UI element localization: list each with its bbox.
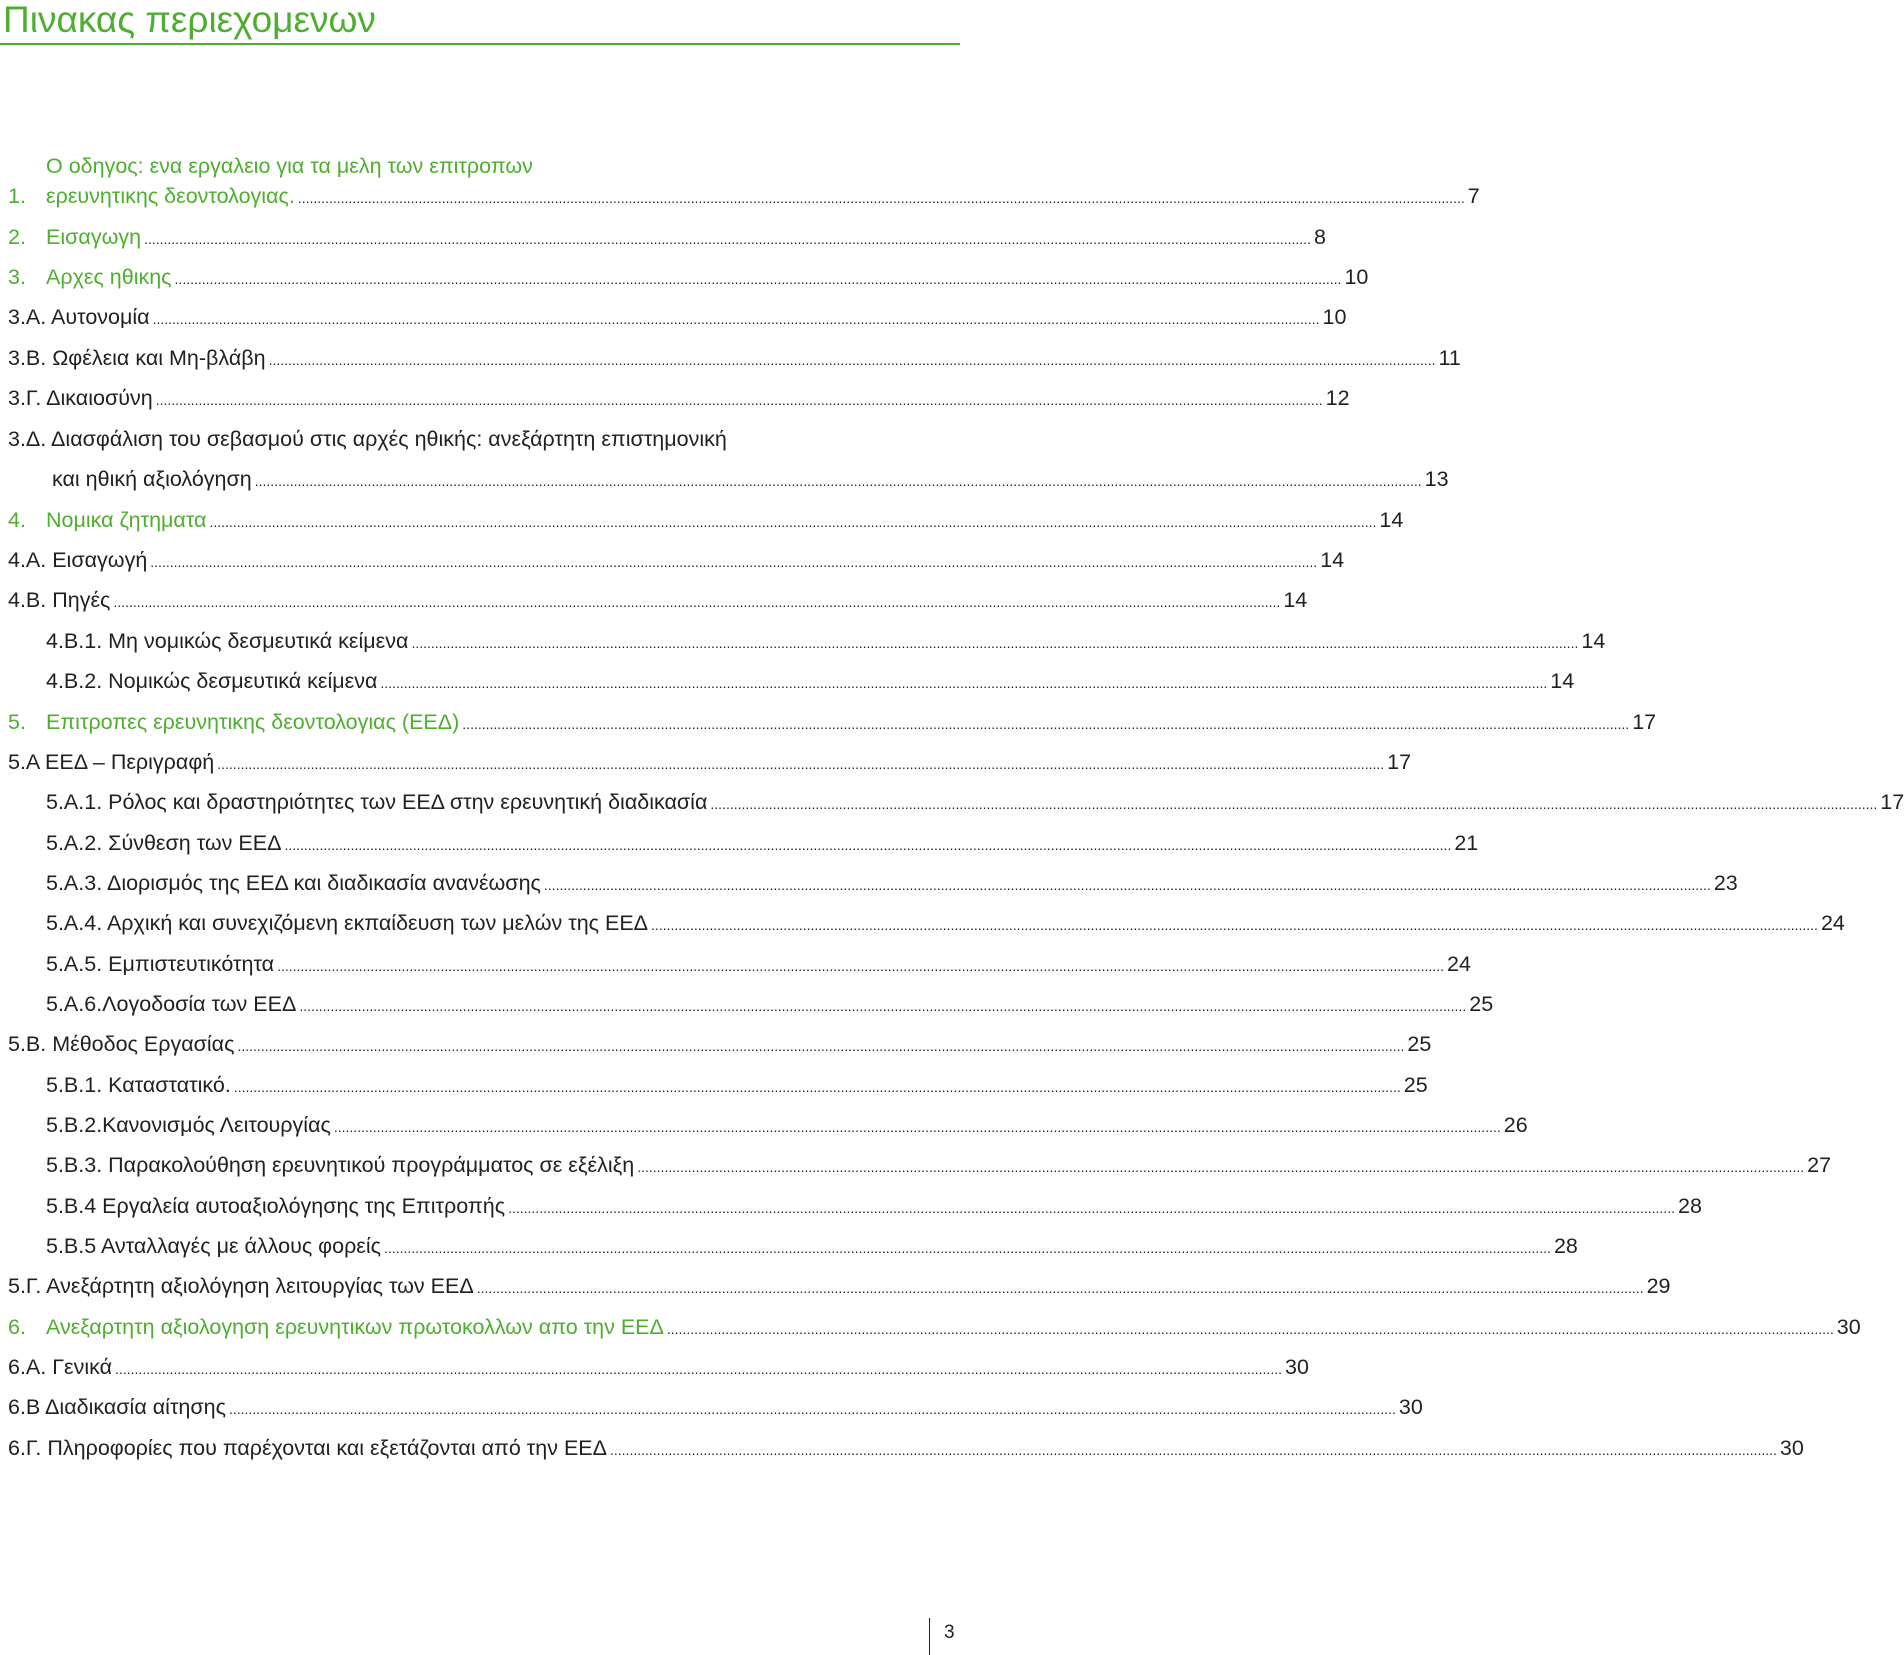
toc-entry-number: 4. bbox=[8, 508, 26, 532]
dot-leader: ............................................................................................................................................................................................................................................................................................................ bbox=[150, 554, 1318, 570]
dot-leader: ............................................................................................................................................................................................................................................................................................................ bbox=[637, 1159, 1805, 1175]
toc-entry[interactable] bbox=[0, 1029, 1432, 1059]
toc-entry-page: 23 bbox=[1713, 871, 1738, 895]
toc-entry-title: 4.Α. Εισαγωγή bbox=[8, 548, 148, 572]
toc-entry-page: 10 bbox=[1344, 265, 1369, 289]
toc-entry-title: 5.Α ΕΕΔ – Περιγραφή bbox=[8, 750, 215, 774]
toc-entry-title: 3.Γ. Δικαιοσύνη bbox=[8, 386, 153, 410]
toc-entry[interactable] bbox=[0, 707, 1657, 737]
toc-entry-title: 6.Β Διαδικασία αίτησης bbox=[8, 1395, 226, 1419]
toc-entry-page: 21 bbox=[1454, 831, 1479, 855]
toc-entry-title: 3.Β. Ωφέλεια και Μη-βλάβη bbox=[8, 346, 266, 370]
toc-entry-title: 5.Β.4 Εργαλεία αυτοαξιολόγησης της Επιτροπής bbox=[46, 1194, 506, 1218]
toc-entry-title: 5.Β.5 Ανταλλαγές με άλλους φορείς bbox=[46, 1234, 382, 1258]
toc-entry-page: 25 bbox=[1407, 1032, 1432, 1056]
dot-leader: ............................................................................................................................................................................................................................................................................................................ bbox=[155, 392, 1323, 408]
toc-entry[interactable] bbox=[0, 1070, 1428, 1100]
toc-entry-page: 27 bbox=[1807, 1153, 1832, 1177]
dot-leader: ............................................................................................................................................................................................................................................................................................................ bbox=[144, 231, 1311, 247]
toc-entry[interactable] bbox=[0, 585, 1308, 615]
toc-entry[interactable] bbox=[0, 545, 1345, 575]
toc-entry[interactable] bbox=[0, 828, 1479, 858]
toc-entry-number: 2. bbox=[8, 225, 26, 249]
toc-entry-title: Αρχες ηθικης bbox=[46, 265, 172, 289]
toc-entry[interactable] bbox=[0, 383, 1350, 413]
toc-entry-title: 5.Γ. Ανεξάρτητη αξιολόγηση λειτουργίας των ΕΕΔ bbox=[8, 1274, 474, 1298]
toc-entry[interactable] bbox=[0, 1433, 1804, 1463]
toc-entry[interactable] bbox=[0, 626, 1606, 656]
dot-leader: ............................................................................................................................................................................................................................................................................................................ bbox=[209, 514, 1377, 530]
toc-entry-number: 5. bbox=[8, 710, 26, 734]
toc-entry[interactable] bbox=[0, 505, 1404, 535]
toc-entry-page: 14 bbox=[1550, 669, 1575, 693]
toc-entry-page: 17 bbox=[1387, 750, 1412, 774]
toc-entry-page: 8 bbox=[1313, 225, 1326, 249]
toc-entry-title: 5.Α.4. Αρχική και συνεχιζόμενη εκπαίδευση των μελών της ΕΕΔ bbox=[46, 911, 649, 935]
toc-entry-title: 4.Β.1. Μη νομικώς δεσμευτικά κείμενα bbox=[46, 629, 409, 653]
toc-entry-page: 25 bbox=[1469, 992, 1494, 1016]
toc-entry-page: 29 bbox=[1646, 1274, 1671, 1298]
toc-entry-page: 14 bbox=[1581, 629, 1606, 653]
toc-entry[interactable] bbox=[0, 1352, 1309, 1382]
dot-leader: ............................................................................................................................................................................................................................................................................................................ bbox=[543, 877, 1711, 893]
dot-leader: ............................................................................................................................................................................................................................................................................................................ bbox=[610, 1442, 1777, 1458]
toc-entry[interactable] bbox=[0, 1312, 1861, 1342]
toc-entry-page: 30 bbox=[1285, 1355, 1309, 1379]
toc-entry-page: 24 bbox=[1446, 952, 1471, 976]
toc-entry-page: 26 bbox=[1503, 1113, 1528, 1137]
toc-entry-title: 5.Β.3. Παρακολούθηση ερευνητικού προγράμματος σε εξέλιξη bbox=[46, 1153, 635, 1177]
toc-entry-page: 14 bbox=[1283, 588, 1308, 612]
toc-entry-page: 7 bbox=[1467, 184, 1480, 208]
page-number: 3 bbox=[944, 1622, 955, 1643]
toc-entry-page: 10 bbox=[1322, 305, 1347, 329]
toc-entry-first-line: 3.Δ. Διασφάλιση του σεβασμού στις αρχές ηθικής: ανεξάρτητη επιστημονική bbox=[8, 427, 727, 451]
toc-entry[interactable] bbox=[0, 343, 1461, 373]
dot-leader: ............................................................................................................................................................................................................................................................................................................ bbox=[115, 1361, 1282, 1377]
dot-leader: ............................................................................................................................................................................................................................................................................................................ bbox=[666, 1321, 1834, 1337]
toc-entry-title: 5.Β.2.Κανονισμός Λειτουργίας bbox=[46, 1113, 331, 1137]
page-title: Πινακας περιεχομενων bbox=[3, 0, 376, 40]
dot-leader: ............................................................................................................................................................................................................................................................................................................ bbox=[380, 675, 1548, 691]
dot-leader: ............................................................................................................................................................................................................................................................................................................ bbox=[462, 716, 1630, 732]
toc-entry-title: 6.Α. Γενικά bbox=[8, 1355, 113, 1379]
toc-entry-title: 5.Β.1. Καταστατικό. bbox=[46, 1073, 231, 1097]
dot-leader: ............................................................................................................................................................................................................................................................................................................ bbox=[237, 1038, 1405, 1054]
dot-leader: ............................................................................................................................................................................................................................................................................................................ bbox=[268, 352, 1436, 368]
toc-entry[interactable] bbox=[0, 222, 1326, 252]
toc-entry-title: ερευνητικης δεοντολογιας. bbox=[46, 184, 295, 208]
toc-entry-page: 30 bbox=[1836, 1315, 1861, 1339]
dot-leader: ............................................................................................................................................................................................................................................................................................................ bbox=[277, 958, 1444, 974]
dot-leader: ............................................................................................................................................................................................................................................................................................................ bbox=[152, 311, 1320, 327]
dot-leader: ............................................................................................................................................................................................................................................................................................................ bbox=[476, 1280, 1644, 1296]
dot-leader: ............................................................................................................................................................................................................................................................................................................ bbox=[113, 594, 1281, 610]
toc-entry-page: 11 bbox=[1438, 346, 1461, 370]
dot-leader: ............................................................................................................................................................................................................................................................................................................ bbox=[384, 1240, 1551, 1256]
toc-entry-title: 4.Β. Πηγές bbox=[8, 588, 111, 612]
toc-entry-title: 5.Α.1. Ρόλος και δραστηριότητες των ΕΕΔ στην ερευνητική διαδικασία bbox=[46, 790, 708, 814]
toc-entry[interactable] bbox=[0, 1150, 1832, 1180]
toc-entry-title: 6.Γ. Πληροφορίες που παρέχονται και εξετάζονται από την ΕΕΔ bbox=[8, 1436, 607, 1460]
toc-entry-page: 17 bbox=[1880, 790, 1904, 814]
toc-entry[interactable] bbox=[0, 908, 1845, 938]
toc-entry[interactable] bbox=[0, 1231, 1578, 1261]
dot-leader: ............................................................................................................................................................................................................................................................................................................ bbox=[710, 796, 1878, 812]
dot-leader: ............................................................................................................................................................................................................................................................................................................ bbox=[174, 271, 1342, 287]
toc-entry-title: 5.Α.6.Λογοδοσία των ΕΕΔ bbox=[46, 992, 297, 1016]
toc-entry-number: 3. bbox=[8, 265, 26, 289]
toc-entry[interactable] bbox=[0, 949, 1471, 979]
toc-entry-page: 30 bbox=[1398, 1395, 1423, 1419]
toc-entry-title: 5.Α.5. Εμπιστευτικότητα bbox=[46, 952, 275, 976]
toc-entry-title: 5.Β. Μέθοδος Εργασίας bbox=[8, 1032, 235, 1056]
footer-divider bbox=[929, 1618, 930, 1655]
dot-leader: ............................................................................................................................................................................................................................................................................................................ bbox=[411, 635, 1579, 651]
toc-entry[interactable] bbox=[0, 787, 1904, 817]
toc-entry-title: 5.Α.3. Διορισμός της ΕΕΔ και διαδικασία ανανέωσης bbox=[46, 871, 541, 895]
toc-entry[interactable] bbox=[0, 1191, 1702, 1221]
toc-entry-title: 4.Β.2. Νομικώς δεσμευτικά κείμενα bbox=[46, 669, 378, 693]
toc-entry[interactable] bbox=[0, 747, 1412, 777]
toc-entry-page: 30 bbox=[1779, 1436, 1804, 1460]
toc-entry-title: και ηθική αξιολόγηση bbox=[52, 467, 252, 491]
toc-entry-number: 1. bbox=[8, 184, 26, 208]
dot-leader: ............................................................................................................................................................................................................................................................................................................ bbox=[297, 190, 1465, 206]
toc-entry-page: 28 bbox=[1677, 1194, 1702, 1218]
toc-entry-first-line: Ο οδηγος: ενα εργαλειο για τα μελη των επιτροπων bbox=[46, 154, 533, 178]
dot-leader: ............................................................................................................................................................................................................................................................................................................ bbox=[651, 917, 1818, 933]
toc-entry-page: 14 bbox=[1379, 508, 1404, 532]
dot-leader: ............................................................................................................................................................................................................................................................................................................ bbox=[217, 756, 1385, 772]
toc-entry[interactable] bbox=[0, 181, 1480, 211]
toc-entry-page: 14 bbox=[1320, 548, 1345, 572]
toc-entry[interactable] bbox=[0, 1110, 1528, 1140]
toc-entry[interactable] bbox=[0, 262, 1369, 292]
toc-entry-number: 6. bbox=[8, 1315, 26, 1339]
toc-entry[interactable] bbox=[0, 302, 1347, 332]
toc-entry-title: Ανεξαρτητη αξιολογηση ερευνητικων πρωτοκολλων απο την ΕΕΔ bbox=[46, 1315, 664, 1339]
toc-entry[interactable] bbox=[0, 1392, 1423, 1422]
toc-entry-page: 28 bbox=[1553, 1234, 1578, 1258]
toc-entry-title: 3.Α. Αυτονομία bbox=[8, 305, 150, 329]
toc-entry-page: 17 bbox=[1632, 710, 1657, 734]
toc-entry-page: 25 bbox=[1403, 1073, 1428, 1097]
dot-leader: ............................................................................................................................................................................................................................................................................................................ bbox=[284, 837, 1452, 853]
toc-entry-page: 24 bbox=[1820, 911, 1845, 935]
dot-leader: ............................................................................................................................................................................................................................................................................................................ bbox=[228, 1401, 1396, 1417]
toc-entry-page: 13 bbox=[1424, 467, 1449, 491]
toc-entry[interactable] bbox=[0, 464, 1449, 494]
toc-entry-title: 5.Α.2. Σύνθεση των ΕΕΔ bbox=[46, 831, 282, 855]
toc-entry-title: Επιτροπες ερευνητικης δεοντολογιας (ΕΕΔ) bbox=[46, 710, 460, 734]
toc-entry[interactable] bbox=[0, 868, 1738, 898]
toc-entry[interactable] bbox=[0, 989, 1494, 1019]
dot-leader: ............................................................................................................................................................................................................................................................................................................ bbox=[299, 998, 1467, 1014]
toc-entry-page: 12 bbox=[1325, 386, 1350, 410]
toc-entry-title: Εισαγωγη bbox=[46, 225, 142, 249]
title-underline bbox=[0, 43, 960, 45]
toc-entry[interactable] bbox=[0, 666, 1575, 696]
toc-entry[interactable] bbox=[0, 1271, 1671, 1301]
dot-leader: ............................................................................................................................................................................................................................................................................................................ bbox=[508, 1200, 1675, 1216]
dot-leader: ............................................................................................................................................................................................................................................................................................................ bbox=[233, 1079, 1401, 1095]
dot-leader: ............................................................................................................................................................................................................................................................................................................ bbox=[254, 473, 1422, 489]
toc-entry-title: Νομικα ζητηματα bbox=[46, 508, 207, 532]
dot-leader: ............................................................................................................................................................................................................................................................................................................ bbox=[333, 1119, 1501, 1135]
